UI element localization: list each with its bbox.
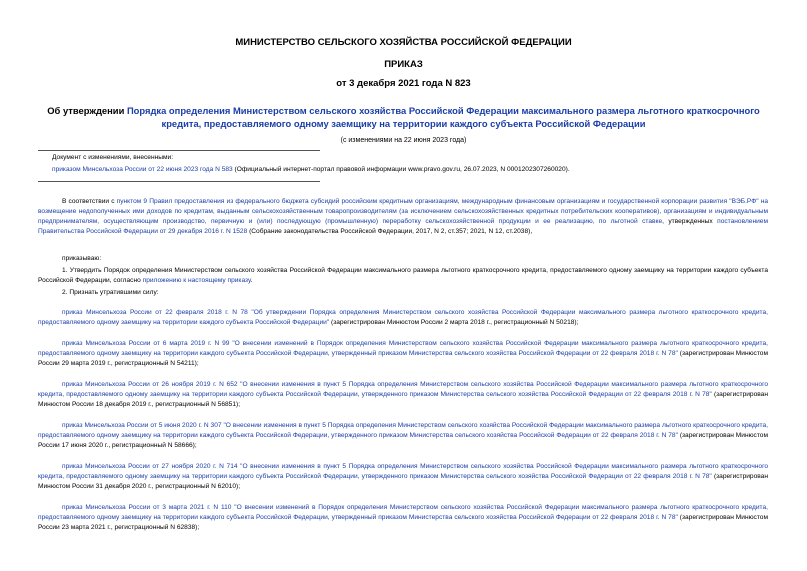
repealed-item-link[interactable]: приказ Минсельхоза России от 6 марта 2019 г. N 99 "О внесении изменений в Порядок определения Министерством сельского хозяйства Российской Федерации максимального размера льготного краткосрочного кредита, предоставляемого одному заемщику на территории каждого субъекта Российской Федерации, утвержденный приказом Министерства сельского хозяйства Российской Федерации от 22 февраля 2018 г. N 78": [38, 340, 768, 357]
repealed-item-rest: (зарегистрирован Минюстом России 23 марта 2021 г., регистрационный N 62838);: [38, 514, 768, 531]
repealed-item: [38, 308, 768, 328]
changes-label: Документ с изменениями, внесенными:: [52, 154, 174, 161]
repealed-item: [38, 421, 768, 451]
ministry-heading: МИНИСТЕРСТВО СЕЛЬСКОГО ХОЗЯЙСТВА РОССИЙСКОЙ ФЕДЕРАЦИИ: [235, 37, 572, 48]
repealed-item-link[interactable]: приказ Минсельхоза России от 27 ноября 2020 г. N 714 "О внесении изменения в пункт 5 Порядка определения Министерством сельского хозяйства Российской Федерации максимального размера льготного краткосрочного кредита, предоставляемого одному заемщику на территории каждого субъекта Российской Федерации, утвержденного приказом Министерства сельского хозяйства Российской Федерации от 22 февраля 2018 г. N 78": [38, 463, 768, 480]
repealed-item-link[interactable]: приказ Минсельхоза России от 22 февраля 2018 г. N 78 "Об утверждении Порядка определения Министерством сельского хозяйства Российской Федерации максимального размера льготного краткосрочного кредита, предоставляемого одному заемщику на территории каждого субъекта Российской Федерации": [38, 309, 768, 326]
preamble-text-1: В соответствии с: [62, 198, 117, 205]
title-link[interactable]: Порядка определения Министерством сельского хозяйства Российской Федерации максимального размера льготного краткосрочного кредита, предоставляемого одному заемщику на территории каждого субъекта Российской Федерации: [126, 105, 760, 129]
preamble-text-2: , утвержденных: [662, 218, 718, 225]
appendix-link[interactable]: приложению к настоящему приказу: [142, 277, 251, 284]
changes-bottom-rule: [38, 181, 320, 182]
repealed-item-rest: (зарегистрирован Минюстом России 18 декабря 2019 г., регистрационный N 56851);: [38, 391, 768, 408]
document-type: ПРИКАЗ: [384, 59, 423, 70]
repealed-item: [38, 380, 768, 410]
document-title: [0, 104, 807, 130]
paragraph-2: 2. Признать утратившими силу:: [62, 289, 159, 296]
changes-line: [52, 165, 772, 175]
preamble-paragraph: [38, 197, 768, 237]
preamble-text-3: (Собрание законодательства Российской Федерации, 2017, N 2, ст.357; 2021, N 12, ст.2038),: [247, 228, 533, 235]
repealed-item-rest: (зарегистрирован Минюстом России 2 марта 2018 г., регистрационный N 50218);: [329, 319, 579, 326]
repealed-item-link[interactable]: приказ Минсельхоза России от 26 ноября 2019 г. N 652 "О внесении изменения в пункт 5 Порядка определения Министерством сельского хозяйства Российской Федерации максимального размера льготного краткосрочного кредита, предоставляемого одному заемщику на территории каждого субъекта Российской Федерации, утвержденного приказом Министерства сельского хозяйства Российской Федерации от 22 февраля 2018 г. N 78": [38, 381, 768, 398]
changes-link[interactable]: приказом Минсельхоза России от 22 июня 2023 года N 583: [52, 166, 233, 173]
paragraph-1: [38, 266, 768, 286]
repealed-item-link[interactable]: приказ Минсельхоза России от 5 июня 2020 г. N 307 "О внесении изменения в пункт 5 Порядка определения Министерством сельского хозяйства Российской Федерации максимального размера льготного краткосрочного кредита, предоставляемого одному заемщику на территории каждого субъекта Российской Федерации, утвержденного приказом Министерства сельского хозяйства Российской Федерации от 22 февраля 2018 г. N 78": [38, 422, 768, 439]
changes-rest: (Официальный интернет-портал правовой информации www.pravo.gov.ru, 26.07.2023, N 0001202307260020).: [232, 166, 570, 173]
repealed-item: [38, 339, 768, 369]
changes-top-rule: [38, 150, 320, 151]
repealed-item: [38, 462, 768, 492]
repealed-item-rest: (зарегистрирован Минюстом России 29 марта 2019 г., регистрационный N 54211);: [38, 350, 768, 367]
repealed-item: [38, 503, 768, 533]
paragraph-1-text: 1. Утвердить Порядок определения Министерством сельского хозяйства Российской Федерации максимального размера льготного краткосрочного кредита, предоставляемого одному заемщику на территории каждого субъекта Российской Федерации, согласно: [38, 267, 768, 284]
repealed-item-rest: (зарегистрирован Минюстом России 31 декабря 2020 г., регистрационный N 62010);: [38, 473, 768, 490]
repealed-item-link[interactable]: приказ Минсельхоза России от 3 марта 2021 г. N 110 "О внесении изменений в Порядок определения Министерством сельского хозяйства Российской Федерации максимального размера льготного краткосрочного кредита, предоставляемого одному заемщику на территории каждого субъекта Российской Федерации, утвержденный приказом Министерства сельского хозяйства Российской Федерации от 22 февраля 2018 г. N 78": [38, 504, 768, 521]
orders-label: приказываю:: [62, 255, 102, 262]
document-date-number: от 3 декабря 2021 года N 823: [336, 78, 471, 89]
revision-note: (с изменениями на 22 июня 2023 года): [340, 137, 467, 144]
preamble-link-rules[interactable]: пунктом 9 Правил предоставления из федерального бюджета субсидий российским кредитным организациям, международным финансовым организациям и государственной корпорации развития "ВЭБ.РФ" на возмещение недополученных ими доходов по кредитам, выданным сельскохозяйственным товаропроизводителям (за исключением сельскохозяйственных кредитных потребительских кооперативов), организациям и индивидуальным предпринимателям, осуществляющим производство, первичную и (или) последующую (промышленную) переработку сельскохозяйственной продукции и ее реализацию, по льготной ставке: [38, 198, 769, 225]
repealed-item-rest: (зарегистрирован Минюстом России 17 июня 2020 г., регистрационный N 58666);: [38, 432, 768, 449]
preamble-link-resolution[interactable]: постановлением Правительства Российской Федерации от 29 декабря 2016 г. N 1528: [38, 218, 768, 235]
paragraph-1-end: .: [250, 277, 253, 284]
title-prefix: Об утверждении: [47, 105, 127, 116]
